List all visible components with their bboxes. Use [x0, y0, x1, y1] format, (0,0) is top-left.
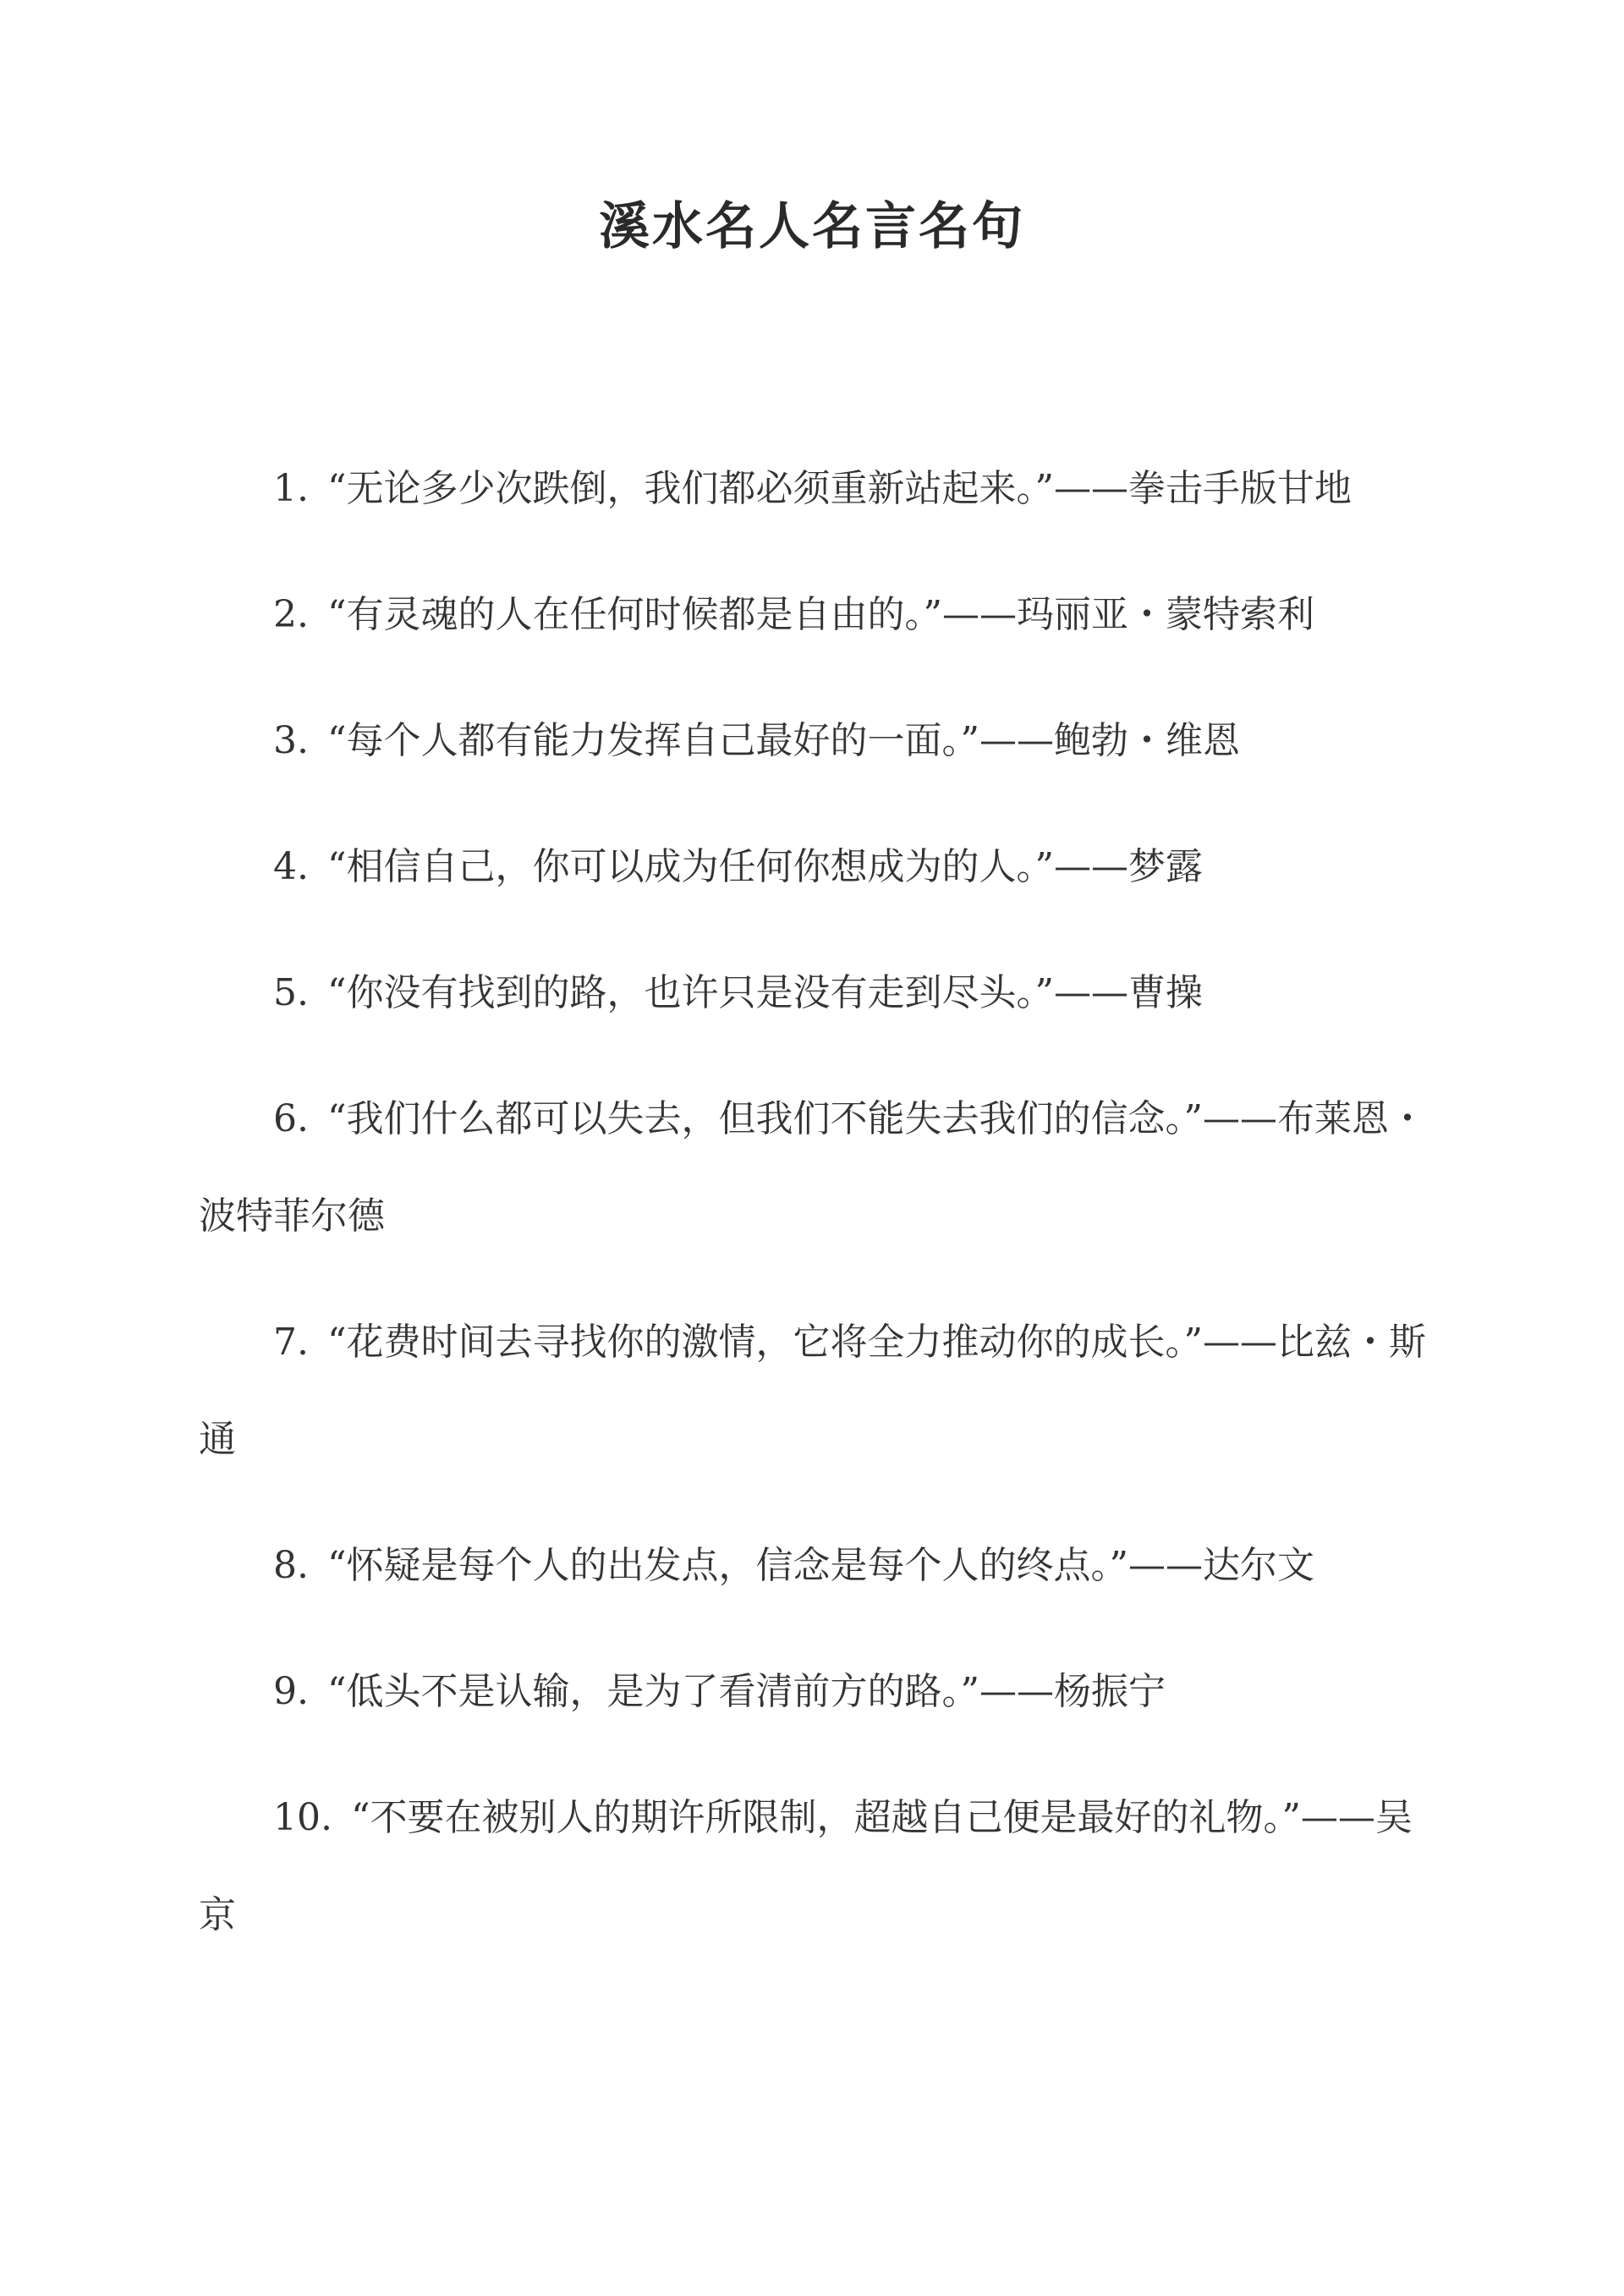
quote-text: “你没有找到的路，也许只是没有走到尽头。”——曹操 [326, 971, 1203, 1014]
page-title: 溪水名人名言名句 [599, 197, 1025, 256]
quote-number: 8. [273, 1544, 309, 1587]
quote-item [199, 1294, 1429, 1488]
quote-number: 5. [273, 971, 309, 1014]
quote-item [199, 944, 1429, 1041]
quote-list [199, 440, 1429, 1992]
quote-number: 9. [273, 1670, 309, 1713]
quote-item [199, 692, 1429, 789]
quote-text: “怀疑是每个人的出发点，信念是每个人的终点。”——达尔文 [326, 1544, 1314, 1587]
quote-item [199, 1517, 1429, 1614]
quote-number: 2. [273, 593, 309, 636]
quote-number: 6. [273, 1097, 309, 1140]
quote-text: “低头不是认输，是为了看清前方的路。”——杨振宁 [326, 1670, 1166, 1713]
quote-number: 10. [273, 1796, 332, 1839]
quote-text: “不要在被别人的期许所限制，超越自己便是最好的礼物。”——吴京 [199, 1796, 1413, 1936]
quote-number: 4. [273, 845, 309, 888]
quote-text: “有灵魂的人在任何时候都是自由的。”——玛丽亚・蒙特索利 [326, 593, 1314, 636]
quote-text: “相信自己，你可以成为任何你想成为的人。”——梦露 [326, 845, 1203, 888]
quote-number: 7. [273, 1321, 309, 1364]
quote-item [199, 1643, 1429, 1740]
quote-number: 3. [273, 719, 309, 762]
quote-item [199, 818, 1429, 915]
quote-item [199, 1070, 1429, 1265]
quote-item [199, 566, 1429, 663]
quote-item [199, 1769, 1429, 1964]
quote-text: “无论多少次跌倒，我们都必须重新站起来。”——拳击手版甘地 [326, 467, 1352, 510]
quote-number: 1. [273, 467, 309, 510]
quote-text: “花费时间去寻找你的激情，它将全力推动你的成长。”——比兹・斯通 [199, 1321, 1426, 1461]
quote-text: “每个人都有能力发挥自己最好的一面。”——鲍勃・维恩 [326, 719, 1240, 762]
quote-item [199, 440, 1429, 537]
quote-text: “我们什么都可以失去，但我们不能失去我们的信念。”——布莱恩・波特菲尔德 [199, 1097, 1426, 1238]
